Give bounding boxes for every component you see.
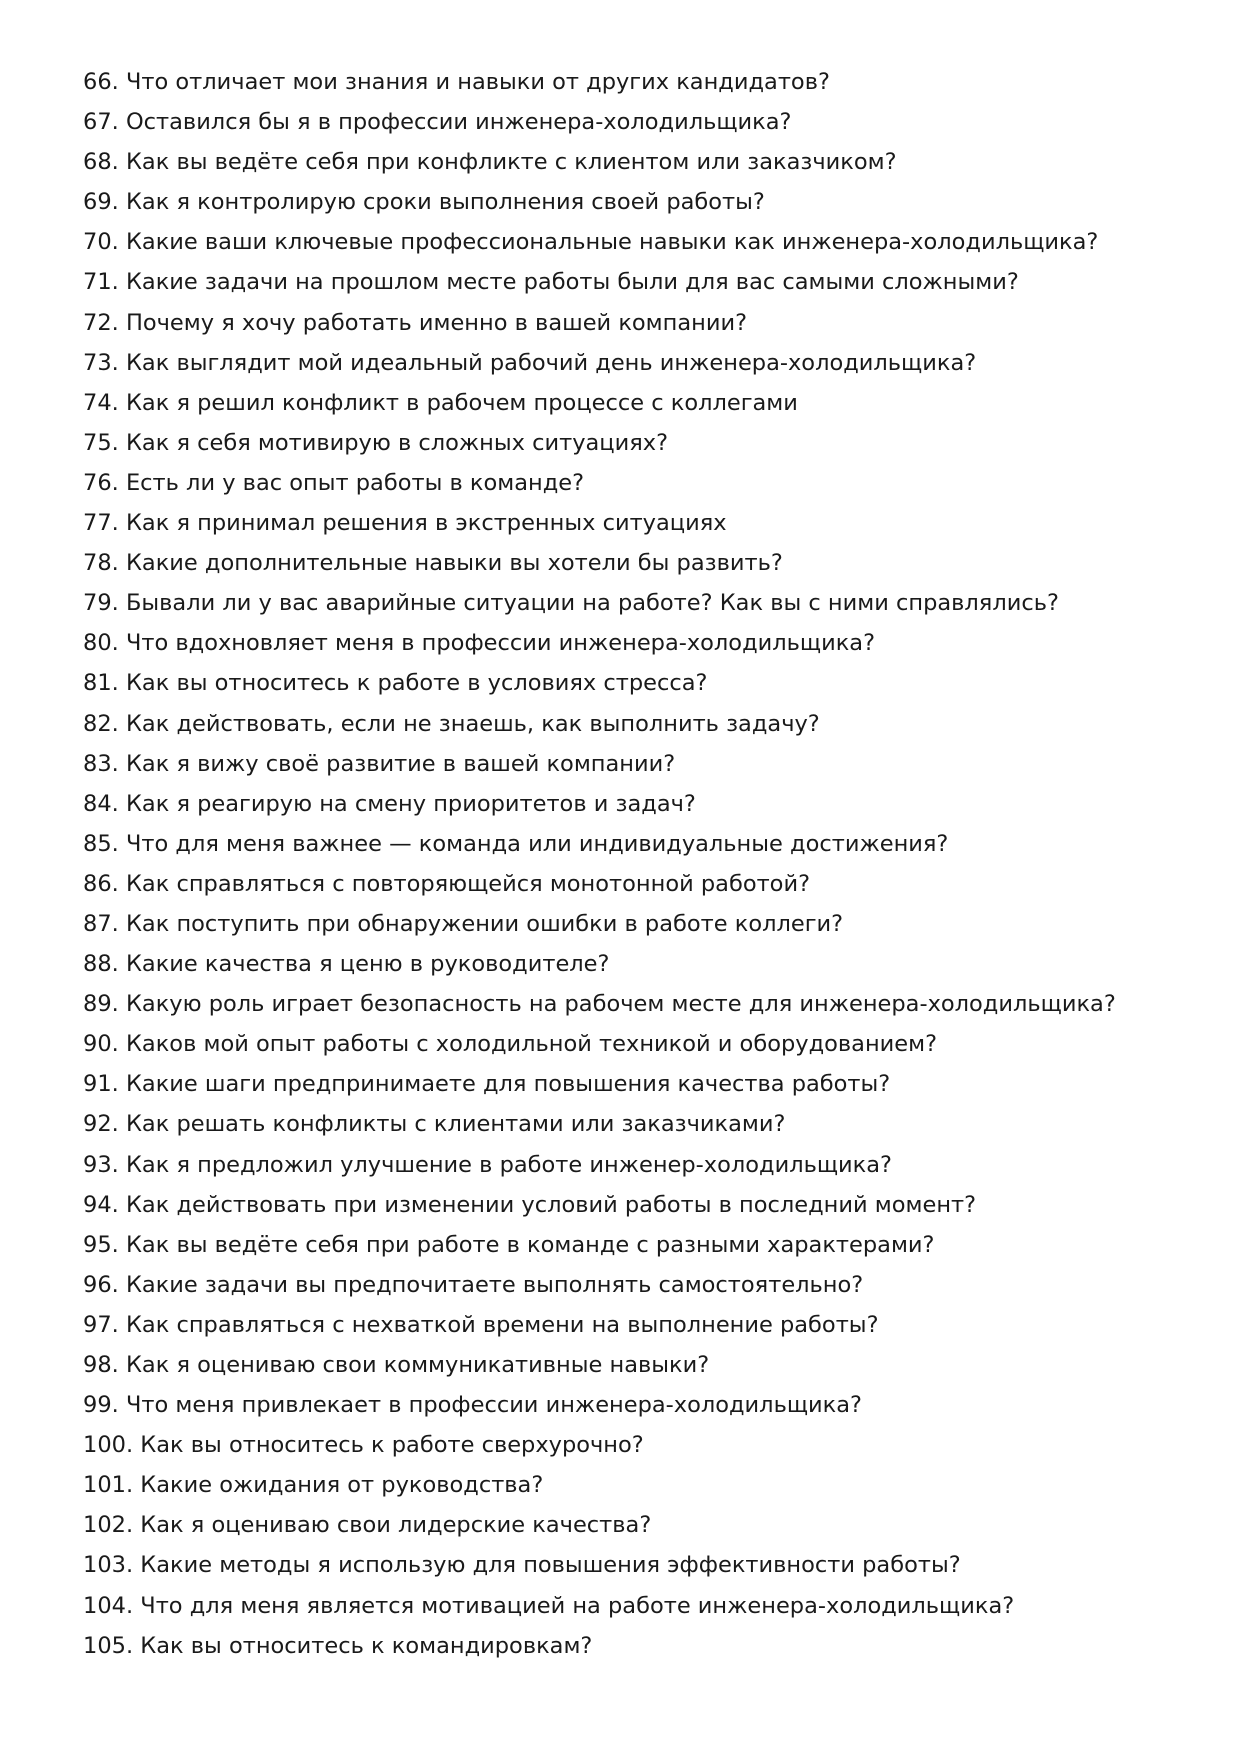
question-number: 80 . — [83, 630, 126, 656]
question-item — [83, 984, 1116, 1024]
question-text: Бывали ли у вас аварийные ситуации на работе? Как вы с ними справлялись? — [125, 590, 1059, 617]
question-number: 71 . — [83, 269, 126, 295]
question-text: Как вы ведёте себя при работе в команде с разными характерами? — [125, 1231, 935, 1258]
question-item — [83, 343, 1116, 383]
question-number: 87 . — [83, 911, 126, 937]
question-number: 84 . — [83, 791, 126, 817]
question-item — [83, 824, 1116, 864]
question-text: Как вы относитесь к командировкам? — [140, 1632, 593, 1659]
question-number: 89 . — [83, 991, 126, 1017]
question-number: 73 . — [83, 350, 126, 376]
question-number: 90 . — [83, 1031, 126, 1057]
question-number: 85 . — [83, 831, 126, 857]
question-text: Как действовать, если не знаешь, как выполнить задачу? — [125, 710, 820, 737]
question-number: 75 . — [83, 430, 126, 456]
question-text: Каков мой опыт работы с холодильной техникой и оборудованием? — [125, 1031, 938, 1058]
question-number: 98 . — [83, 1352, 126, 1378]
question-item — [83, 463, 1116, 503]
question-item — [83, 222, 1116, 262]
question-list — [83, 62, 1116, 1666]
question-item — [83, 1626, 1116, 1666]
question-text: Как я себя мотивирую в сложных ситуациях? — [125, 429, 669, 456]
question-item — [83, 864, 1116, 904]
question-number: 78 . — [83, 550, 126, 576]
question-text: Как справляться с нехваткой времени на выполнение работы? — [125, 1311, 879, 1338]
question-item — [83, 1305, 1116, 1345]
question-text: Как я решил конфликт в рабочем процессе с коллегами — [125, 389, 798, 416]
question-text: Как решать конфликты с клиентами или заказчиками? — [125, 1111, 786, 1138]
question-item — [83, 623, 1116, 663]
question-text: Как вы относитесь к работе в условиях стресса? — [125, 670, 708, 697]
question-item — [83, 1385, 1116, 1425]
question-item — [83, 1145, 1116, 1185]
question-number: 95 . — [83, 1232, 126, 1258]
question-text: Оставился бы я в профессии инженера-холодильщика? — [125, 109, 792, 136]
question-number: 66 . — [83, 69, 126, 95]
question-item — [83, 62, 1116, 102]
question-item — [83, 663, 1116, 703]
question-item — [83, 1425, 1116, 1465]
question-text: Как я контролирую сроки выполнения своей работы? — [125, 189, 765, 216]
question-number: 81 . — [83, 670, 126, 696]
question-text: Что для меня важнее — команда или индивидуальные достижения? — [125, 830, 949, 857]
question-item — [83, 784, 1116, 824]
question-number: 102 . — [83, 1512, 140, 1538]
question-number: 94 . — [83, 1192, 126, 1218]
question-item — [83, 1104, 1116, 1144]
question-number: 74 . — [83, 390, 126, 416]
question-number: 79 . — [83, 590, 126, 616]
question-text: Какие ваши ключевые профессиональные навыки как инженера-холодильщика? — [125, 229, 1099, 256]
question-item — [83, 1465, 1116, 1505]
question-number: 88 . — [83, 951, 126, 977]
question-item — [83, 1225, 1116, 1265]
question-item — [83, 1265, 1116, 1305]
question-text: Есть ли у вас опыт работы в команде? — [125, 469, 585, 496]
question-item — [83, 383, 1116, 423]
question-item — [83, 102, 1116, 142]
question-number: 72 . — [83, 310, 126, 336]
question-text: Как поступить при обнаружении ошибки в работе коллеги? — [125, 910, 844, 937]
question-number: 82 . — [83, 711, 126, 737]
question-text: Как я принимал решения в экстренных ситуациях — [125, 510, 727, 537]
question-item — [83, 944, 1116, 984]
question-item — [83, 1024, 1116, 1064]
question-text: Что для меня является мотивацией на работе инженера-холодильщика? — [140, 1592, 1015, 1619]
question-number: 86 . — [83, 871, 126, 897]
question-text: Какие задачи вы предпочитаете выполнять самостоятельно? — [125, 1271, 864, 1298]
question-text: Почему я хочу работать именно в вашей компании? — [125, 309, 748, 336]
question-text: Какие задачи на прошлом месте работы были для вас самыми сложными? — [125, 269, 1019, 296]
question-text: Как я реагирую на смену приоритетов и задач? — [125, 790, 696, 817]
question-number: 96 . — [83, 1272, 126, 1298]
question-number: 83 . — [83, 751, 126, 777]
question-text: Как справляться с повторяющейся монотонной работой? — [125, 870, 811, 897]
question-item — [83, 904, 1116, 944]
question-number: 93 . — [83, 1152, 126, 1178]
question-number: 99 . — [83, 1392, 126, 1418]
question-text: Как я предложил улучшение в работе инженер-холодильщика? — [125, 1151, 892, 1178]
question-item — [83, 1185, 1116, 1225]
question-text: Как я вижу своё развитие в вашей компании? — [125, 750, 676, 777]
question-number: 105 . — [83, 1633, 140, 1659]
question-number: 104 . — [83, 1593, 140, 1619]
question-number: 68 . — [83, 149, 126, 175]
question-item — [83, 262, 1116, 302]
question-text: Что вдохновляет меня в профессии инженера-холодильщика? — [125, 630, 876, 657]
question-item — [83, 744, 1116, 784]
question-text: Что меня привлекает в профессии инженера-холодильщика? — [125, 1392, 862, 1419]
question-text: Как действовать при изменении условий работы в последний момент? — [125, 1191, 977, 1218]
question-item — [83, 142, 1116, 182]
question-item — [83, 503, 1116, 543]
question-text: Какие дополнительные навыки вы хотели бы развить? — [125, 550, 783, 577]
question-number: 67 . — [83, 109, 126, 135]
question-text: Как я оцениваю свои лидерские качества? — [140, 1512, 652, 1539]
question-number: 77 . — [83, 510, 126, 536]
question-number: 69 . — [83, 189, 126, 215]
question-text: Что отличает мои знания и навыки от других кандидатов? — [125, 69, 830, 95]
question-text: Какие методы я использую для повышения эффективности работы? — [140, 1552, 961, 1579]
question-number: 97 . — [83, 1312, 126, 1338]
question-item — [83, 543, 1116, 583]
question-item — [83, 1545, 1116, 1585]
question-item — [83, 303, 1116, 343]
question-number: 76 . — [83, 470, 126, 496]
question-text: Как выглядит мой идеальный рабочий день инженера-холодильщика? — [125, 349, 977, 376]
question-number: 100 . — [83, 1432, 140, 1458]
question-item — [83, 1505, 1116, 1545]
question-text: Как вы ведёте себя при конфликте с клиентом или заказчиком? — [125, 149, 897, 176]
question-number: 91 . — [83, 1071, 126, 1097]
question-item — [83, 182, 1116, 222]
question-item — [83, 583, 1116, 623]
question-text: Какие качества я ценю в руководителе? — [125, 951, 610, 978]
question-number: 103 . — [83, 1552, 140, 1578]
question-text: Как я оцениваю свои коммуникативные навыки? — [125, 1352, 710, 1378]
question-text: Какие ожидания от руководства? — [140, 1472, 544, 1499]
question-text: Какую роль играет безопасность на рабочем месте для инженера-холодильщика? — [125, 991, 1116, 1018]
question-item — [83, 1064, 1116, 1104]
question-item — [83, 1345, 1116, 1385]
question-item — [83, 423, 1116, 463]
question-text: Какие шаги предпринимаете для повышения качества работы? — [125, 1071, 891, 1098]
question-number: 101 . — [83, 1472, 140, 1498]
question-text: Как вы относитесь к работе сверхурочно? — [140, 1432, 644, 1459]
question-number: 70 . — [83, 229, 126, 255]
question-item — [83, 1586, 1116, 1626]
question-item — [83, 704, 1116, 744]
question-number: 92 . — [83, 1111, 126, 1137]
